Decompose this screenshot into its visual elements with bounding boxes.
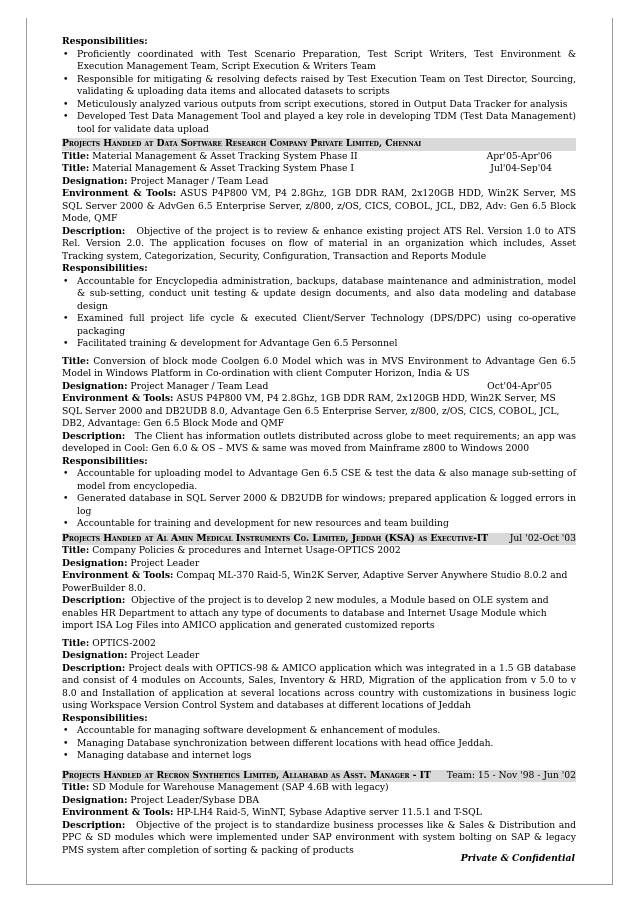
project-date: Jul'04-Sep'04 — [490, 163, 552, 174]
description-paragraph: Description: Objective of the project is to develop 2 new modules, a Module based on OLE system and enables HR Department to attach any type of documents to database and Internet Usage Module which import ISA Log Files into AMICO application and generated customized reports — [62, 595, 549, 631]
designation-line: Designation: Project Leader — [62, 650, 200, 661]
responsibilities-heading: Responsibilities: — [62, 712, 148, 724]
environment-line: Environment & Tools: ASUS P4P800 VM, P4 2.8Ghz, 1GB DDR RAM, 2x120GB HDD, Win2K Server, MS SQL Server 2000 & AdvGen 6.5 Enterprise Server, z/800, z/OS, CICS, COBOL, JCL, DB2, Adv: Gen 6.5 Block Mode, QMF — [62, 188, 577, 224]
footer-confidential: Private & Confidential — [460, 853, 575, 864]
list-item: • Proficiently coordinated with Test Scenario Preparation, Test Script Writers, Test Environment & Execution Management Team, Script Execution & Writers Team — [62, 49, 576, 74]
designation-line: Designation: Project Leader — [62, 557, 200, 569]
project-date: Apr'05-Apr'06 — [486, 150, 552, 162]
section-date: Jul '02-Oct '03 — [509, 532, 576, 544]
section-heading-bar — [62, 533, 576, 546]
section-heading: Projects Handled at Al Amin Medical Instruments Co. Limited, Jeddah (KSA) as Executive-IT — [62, 532, 489, 544]
project-title-line: Title: SD Module for Warehouse Management (SAP 4.6B with legacy) — [62, 782, 389, 793]
project-title-line: Title: Conversion of block mode Coolgen 6.0 Model which was in MVS Environment to Advantage Gen 6.5 Model in Windows Platform in Co-ordination with client Computer Horizon, India & US — [62, 355, 576, 379]
project-title-line: Title: OPTICS-2002 — [62, 637, 156, 649]
environment-line: Environment & Tools: HP-LH4 Raid-5, WinNT, Sybase Adaptive server 11.5.1 and T-SQL — [62, 807, 482, 818]
section-heading-bar — [62, 138, 576, 151]
project-title-row: Title: Material Management & Asset Tracking System Phase I Jul'04-Sep'04 — [62, 163, 576, 176]
environment-line: Environment & Tools: ASUS P4P800 VM, P4 2.8Ghz, 1GB DDR RAM, 2x120GB HDD, Win2K Server, MS SQL Server 2000 and DB2UDB 8.0, Advantage Gen 6.5 Enterprise Server, z/800, z/OS, CICS, COBOL, JCL, DB2, Advantage: Gen 6.5 Block Mode and QMF — [62, 393, 560, 429]
project-title-row: Title: Material Management & Asset Tracking System Phase II Apr'05-Apr'06 — [62, 151, 576, 164]
responsibilities-heading: Responsibilities: — [62, 36, 148, 47]
description-paragraph: Description: Project deals with OPTICS-98 & AMICO application which was integrated in a 1.5 GB database and consist of 4 modules on Accounts, Sales, Inventory & HRD, Migration of the application from v 5.0 to v 8.0 and Installation of application at several locations across country with customizations in business logic using Workspace Version Control System and databases at different locations of Jeddah — [62, 662, 576, 711]
designation-line: Designation: Project Manager / Team Lead Oct'04-Apr'05 — [62, 381, 576, 394]
list-item: • Accountable for managing software development & enhancement of modules. — [62, 725, 576, 738]
list-item: • Accountable for training and development for new resources and team building — [62, 518, 576, 531]
list-item: • Managing Database synchronization between different locations with head office Jeddah. — [62, 738, 576, 751]
designation-line: Designation: Project Leader/Sybase DBA — [62, 794, 260, 806]
description-paragraph: Description: Objective of the project is to standardize business processes like & Sales & Distribution and PPC & SD modules which were implemented under SAP environment with system bolting on SAP & legacy PMS system after completion of sorting & packing of products — [62, 819, 577, 856]
bullet-list — [62, 276, 576, 351]
project-date: Oct'04-Apr'05 — [487, 380, 552, 392]
list-item: • Developed Test Data Management Tool and played a key role in developing TDM (Test Data Management) tool for validate data upload — [62, 111, 576, 136]
bullet-list — [62, 725, 576, 763]
bullet-list — [62, 49, 576, 137]
description-paragraph: Description: The Client has information outlets distributed across globe to meet requirements; an app was developed in Cool: Gen 6.0 & OS – MVS & same was moved from Mainframe z800 to Windows 2000 — [62, 430, 576, 454]
resume-content — [62, 36, 576, 857]
section-team: Team: 15 - Nov '98 - Jun '02 — [446, 769, 576, 781]
list-item: • Responsible for mitigating & resolving defects raised by Test Execution Team on Test Director, Sourcing, validating & uploading data items and allocated datasets to scripts — [62, 74, 576, 99]
section-heading-bar — [62, 770, 576, 783]
project-title-line: Title: Company Policies & procedures and Internet Usage-OPTICS 2002 — [62, 545, 401, 556]
list-item: • Examined full project life cycle & executed Client/Server Technology (DPS/DPC) using co-operative packaging — [62, 313, 576, 338]
bullet-list — [62, 468, 576, 531]
list-item: • Accountable for uploading model to Advantage Gen 6.5 CSE & test the data & also manage sub-setting of model from encyclopedia. — [62, 468, 576, 493]
environment-line: Environment & Tools: Compaq ML-370 Raid-5, Win2K Server, Adaptive Server Anywhere Studio 8.0.2 and PowerBuilder 8.0. — [62, 570, 568, 594]
list-item: • Meticulously analyzed various outputs from script executions, stored in Output Data Tracker for analysis — [62, 99, 576, 112]
project-title: Material Management & Asset Tracking System Phase II — [92, 150, 358, 162]
list-item: • Managing database and internet logs — [62, 750, 576, 763]
designation-line: Designation: Project Manager / Team Lead — [62, 175, 269, 187]
list-item: • Facilitated training & development for Advantage Gen 6.5 Personnel — [62, 338, 576, 351]
section-heading: Projects Handled at Data Software Research Company Private Limited, Chennai — [62, 138, 422, 149]
list-item: • Accountable for Encyclopedia administration, backups, database maintenance and administration, model & sub-setting, conduct unit testing & update design documents, and also data modeling and database design — [62, 276, 576, 314]
project-title: Material Management & Asset Tracking System Phase I — [92, 163, 355, 174]
responsibilities-heading: Responsibilities: — [62, 455, 148, 467]
description-paragraph: Description: Objective of the project is to review & enhance existing project ATS Rel. Version 1.0 to ATS Rel. Version 2.0. The application focuses on flow of material in an organization which includes, Asset Tracking system, Categorization, Security, Configuration, Transaction and Reports Module — [62, 225, 576, 262]
list-item: • Generated database in SQL Server 2000 & DB2UDB for windows; prepared application & logged errors in log — [62, 493, 576, 518]
responsibilities-heading: Responsibilities: — [62, 263, 148, 274]
section-heading: Projects Handled at Recron Synthetics Limited, Allahabad as Asst. Manager - IT — [62, 769, 431, 781]
